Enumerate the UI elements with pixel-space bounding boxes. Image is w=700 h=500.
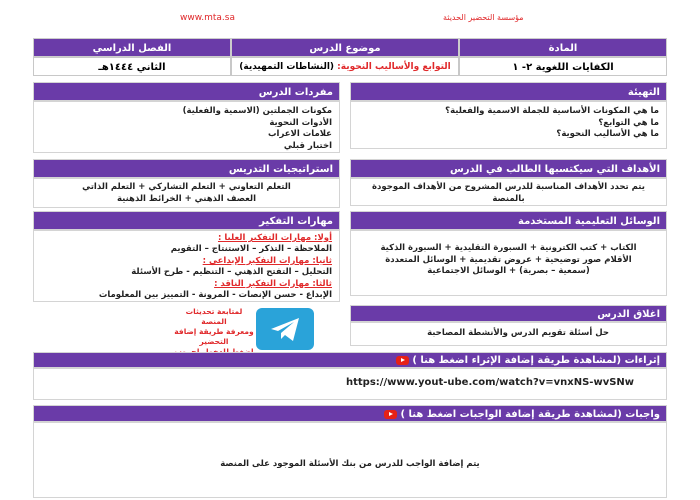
enrich-title-bar[interactable]: [33, 352, 667, 368]
youtube-icon[interactable]: [396, 356, 409, 365]
strategies-line: العصف الذهني + الخرائط الذهنية: [116, 193, 257, 204]
lesson-header: موضوع الدرس: [231, 38, 459, 57]
enrich-link[interactable]: https://www.yout-ube.com/watch?v=vnxNS-wvSNw: [346, 377, 635, 388]
thinking-body: [33, 230, 340, 302]
enrich-title: إثراءات (لمشاهدة طريقة إضافة الإثراء اضغط هنا ): [412, 355, 660, 366]
tools-line: الكتاب + كتب الكترونية + السبورة التقليدية + السبورة الذكية: [380, 243, 637, 253]
homework-title: واجبات (لمشاهدة طريقة إضافة الواجبات اضغط هنا ): [400, 409, 660, 420]
objectives-line: يتم تحدد الأهداف المناسبة للدرس المشروح من الأهداف الموجودة: [372, 182, 645, 192]
strategies-title: استراتيجيات التدريس: [33, 159, 340, 178]
thinking-heading-3: ثالثا: مهارات التفكير الناقد :: [214, 278, 332, 289]
telegram-icon[interactable]: [256, 308, 314, 350]
thinking-line-2: التحليل – التفتح الذهني – التنظيم - طرح الأسئلة: [131, 267, 332, 278]
vocab-line: الأدوات النحوية: [269, 117, 332, 128]
lesson-value: [231, 57, 459, 76]
vocab-line: اختبار قبلي: [283, 140, 332, 151]
objectives-line: بالمنصة: [492, 193, 525, 204]
vocab-body: [33, 101, 340, 153]
closing-text: حل أسئلة تقويم الدرس والأنشطة المصاحبة: [427, 328, 609, 338]
intro-title: التهيئة: [350, 82, 667, 101]
homework-title-bar[interactable]: [33, 405, 667, 422]
semester-header: الفصل الدراسي: [33, 38, 231, 57]
tools-body: [350, 230, 667, 296]
tools-title: الوسائل التعليمية المستخدمة: [350, 211, 667, 230]
promo-line: ومعرفة طريقة إضافة التحضير: [174, 327, 254, 346]
homework-body: [33, 422, 667, 498]
intro-body: [350, 101, 667, 149]
thinking-heading-2: ثانيا: مهارات التفكير الإبداعي :: [202, 255, 332, 266]
strategies-line: التعلم التعاوني + التعلم التشاركي + التعلم الذاتي: [82, 182, 291, 192]
youtube-icon[interactable]: [384, 410, 397, 419]
site-url[interactable]: www.mta.sa: [180, 13, 235, 23]
thinking-line-1: الملاحظة – التذكر – الاستنتاج – التقويم: [170, 244, 332, 255]
organization-name: مؤسسة التحضير الحديثة: [443, 13, 524, 22]
vocab-title: مفردات الدرس: [33, 82, 340, 101]
enrich-body: [33, 368, 667, 400]
subject-header: المادة: [459, 38, 667, 57]
closing-title: اغلاق الدرس: [350, 305, 667, 322]
intro-line: ما هي الأساليب النحوية؟: [556, 129, 659, 139]
homework-text: يتم إضافة الواجب للدرس من بنك الأسئلة الموجود على المنصة: [220, 459, 480, 469]
tools-line: الأقلام صور توضيحية + عروض تقديمية + الوسائل المتعددة: [385, 254, 632, 265]
telegram-plane-icon: [256, 308, 314, 350]
tools-line: (سمعية – بصرية) + الوسائل الاجتماعية: [427, 266, 590, 276]
closing-body: [350, 322, 667, 346]
thinking-heading-1: أولا: مهارات التفكير العليا :: [217, 233, 332, 243]
strategies-body: [33, 178, 340, 208]
thinking-title: مهارات التفكير: [33, 211, 340, 230]
lesson-value-main: التوابع والأساليب النحوية:: [337, 62, 451, 72]
thinking-line-3: الإبداع - حسن الإنصات - المرونة - التمييز بين المعلومات: [98, 290, 332, 301]
vocab-line: علامات الاعراب: [267, 129, 332, 139]
objectives-body: [350, 178, 667, 206]
intro-line: ما هي التوابع؟: [598, 117, 659, 128]
semester-value: الثاني ١٤٤٤هـ: [33, 57, 231, 76]
subject-value: الكفايات اللغوية ٢- ١: [459, 57, 667, 76]
lesson-value-sub: (النشاطات التمهيدية): [239, 62, 335, 72]
promo-line: لمتابعة تحديثات المنصة: [185, 307, 243, 326]
objectives-title: الأهداف التي سيكتسبها الطالب في الدرس: [350, 159, 667, 178]
intro-line: ما هي المكونات الأساسية للجملة الاسمية والفعلية؟: [445, 106, 659, 116]
vocab-line: مكونات الجملتين (الاسمية والفعلية): [182, 106, 332, 116]
